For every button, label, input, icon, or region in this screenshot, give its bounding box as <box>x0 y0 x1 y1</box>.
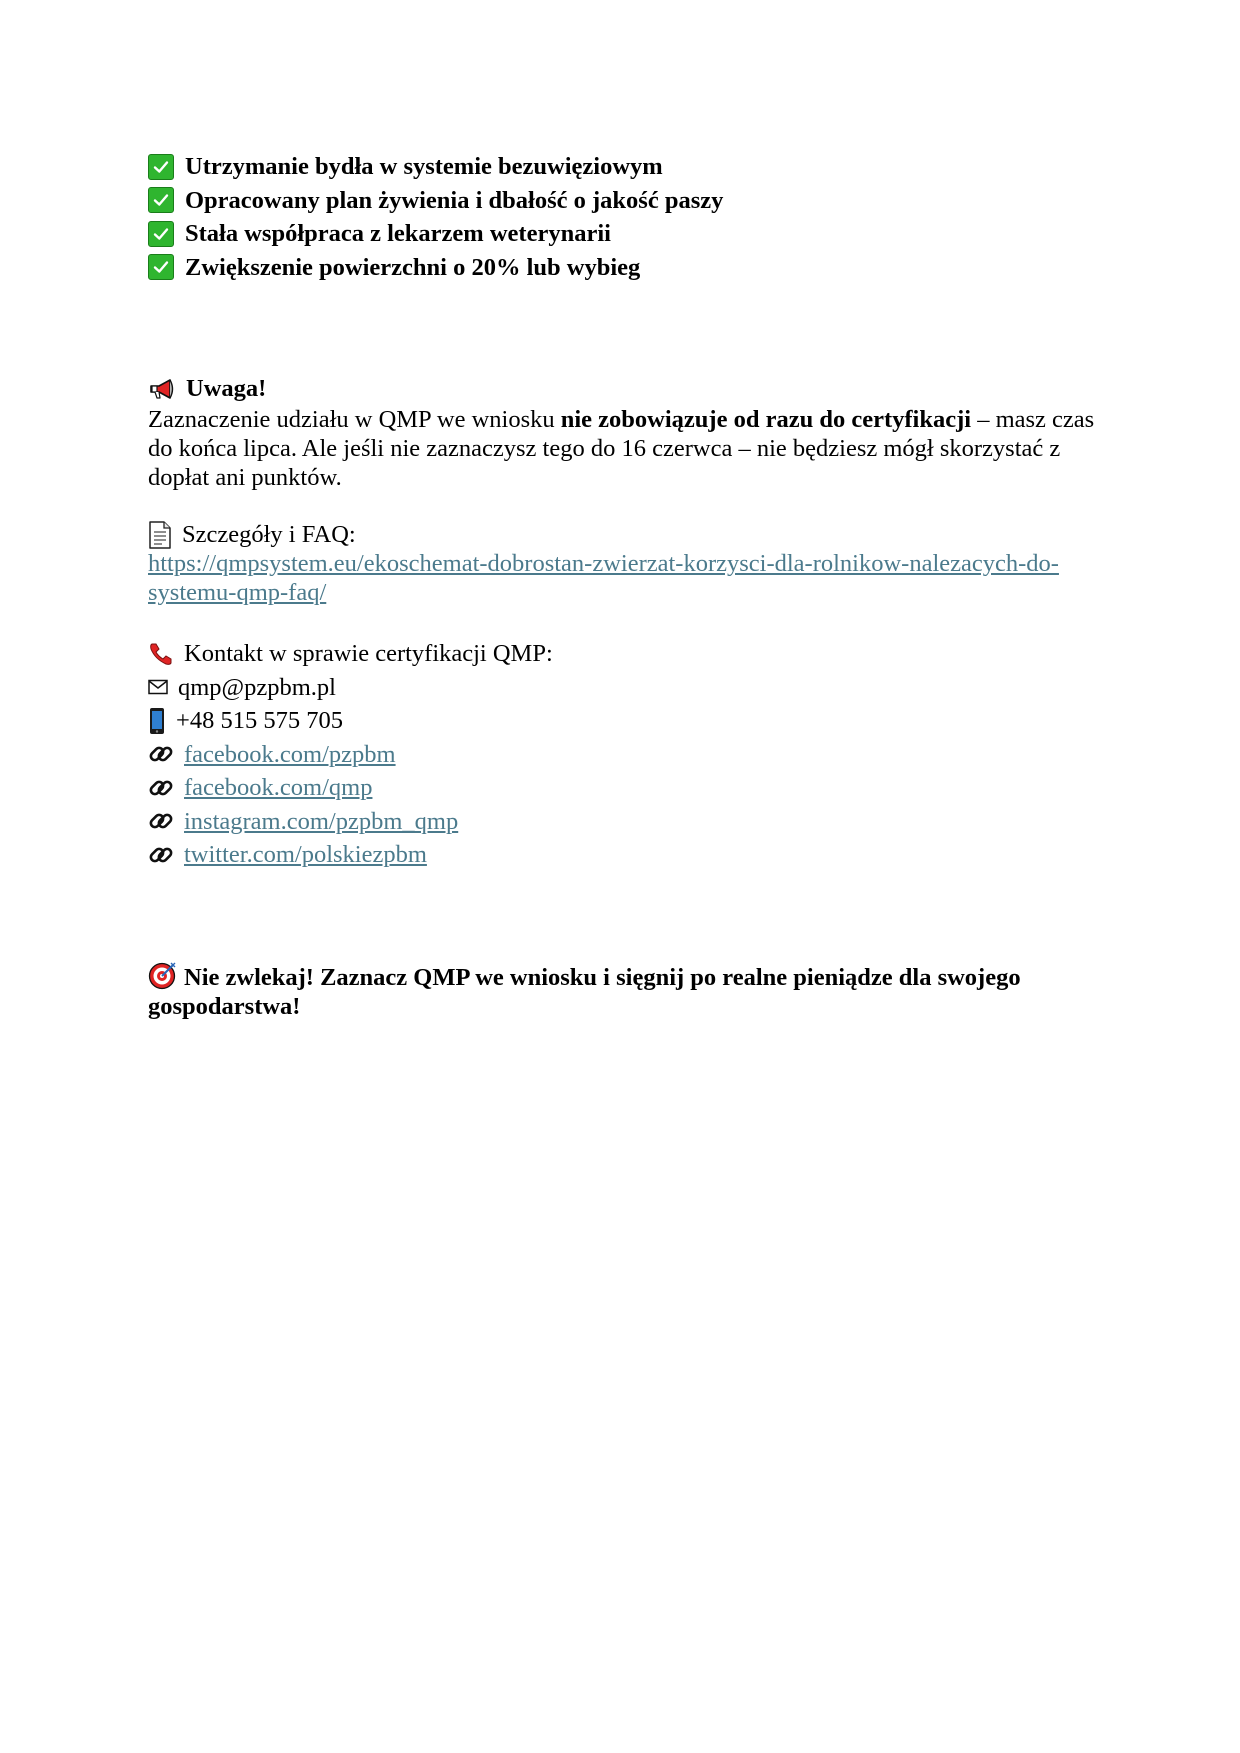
faq-link[interactable]: https://qmpsystem.eu/ekoschemat-dobrostan-zwierzat-korzysci-dla-rolnikow-nalezacych-do-systemu-qmp-faq/ <box>148 550 1059 606</box>
checklist-item <box>148 150 1098 184</box>
link-icon <box>148 774 174 802</box>
notice-text-after: – masz czas do końca lipca. Ale jeśli nie zaznaczysz tego do 16 czerwca – nie będziesz mógł skorzystać z dopłat ani punktów. <box>148 406 1095 491</box>
checklist-item-text: Opracowany plan żywienia i dbałość o jakość paszy <box>185 186 724 214</box>
call-to-action <box>148 962 1098 1021</box>
link-icon <box>148 807 174 835</box>
twitter-link[interactable]: twitter.com/polskiezpbm <box>184 841 427 869</box>
notice-body <box>148 405 1098 492</box>
contact-email: qmp@pzpbm.pl <box>178 673 336 701</box>
contact-email-row <box>148 671 1098 705</box>
contact-heading: Kontakt w sprawie certyfikacji QMP: <box>184 640 553 668</box>
instagram-link[interactable]: instagram.com/pzpbm_qmp <box>184 807 459 835</box>
contact-phone-row <box>148 704 1098 738</box>
target-icon <box>148 962 176 990</box>
contact-heading-row <box>148 637 1098 671</box>
contact-link-row <box>148 805 1098 839</box>
contact-phone: +48 515 575 705 <box>176 707 343 735</box>
checklist-item <box>148 217 1098 251</box>
check-mark-icon <box>148 254 174 280</box>
faq-label: Szczegóły i FAQ: <box>182 521 356 548</box>
telephone-receiver-icon <box>148 640 174 668</box>
link-icon <box>148 841 174 869</box>
notice-heading <box>148 372 1098 405</box>
checklist-item-text: Stała współpraca z lekarzem weterynarii <box>185 220 611 248</box>
megaphone-icon <box>148 378 176 400</box>
check-mark-icon <box>148 187 174 213</box>
contact-link-row <box>148 738 1098 772</box>
faq-label-row <box>148 520 1098 549</box>
contact-link-row <box>148 771 1098 805</box>
contact-link-row <box>148 838 1098 872</box>
check-mark-icon <box>148 221 174 247</box>
contact-section <box>148 637 1098 872</box>
notice-section <box>148 372 1098 492</box>
notice-text-bold: nie zobowiązuje od razu do certyfikacji <box>560 406 972 433</box>
link-icon <box>148 740 174 768</box>
facebook-qmp-link[interactable]: facebook.com/qmp <box>184 774 373 802</box>
envelope-icon <box>148 673 168 701</box>
document-page <box>148 150 1098 1045</box>
faq-section <box>148 520 1098 607</box>
document-icon <box>148 521 172 549</box>
checklist-item <box>148 251 1098 285</box>
cta-text: Nie zwlekaj! Zaznacz QMP we wniosku i sięgnij po realne pieniądze dla swojego gospodarstwa! <box>148 963 1021 1020</box>
facebook-pzpbm-link[interactable]: facebook.com/pzpbm <box>184 740 396 768</box>
notice-text-before: Zaznaczenie udziału w QMP we wniosku <box>148 406 561 433</box>
mobile-phone-icon <box>148 707 166 735</box>
checklist-item <box>148 184 1098 218</box>
requirements-checklist <box>148 150 1098 284</box>
checklist-item-text: Zwiększenie powierzchni o 20% lub wybieg <box>185 253 641 281</box>
notice-heading-text: Uwaga! <box>186 375 267 402</box>
check-mark-icon <box>148 154 174 180</box>
checklist-item-text: Utrzymanie bydła w systemie bezuwięziowym <box>185 153 663 181</box>
